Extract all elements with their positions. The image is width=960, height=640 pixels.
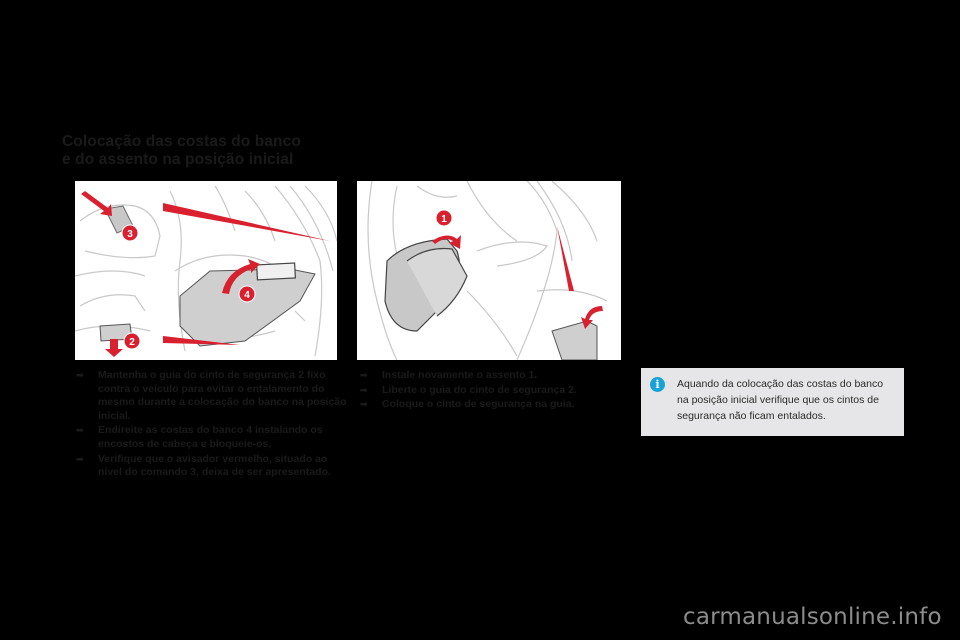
step-item (76, 453, 351, 480)
page-title-line-1: Colocação das costas do banco (62, 133, 301, 150)
callout-2: 2 (129, 337, 135, 348)
step-text: Mantenha o guia do cinto de segurança 2 fixo contra o veículo para evitar o entalamento do mesmo durante a colocação do banco na posição inicial. (98, 369, 347, 422)
seat-back-illustration (75, 181, 337, 360)
arrow-bullet-icon: ➡ (76, 453, 84, 464)
step-item (76, 369, 351, 423)
steps-list-right (360, 369, 625, 413)
arrow-bullet-icon: ➡ (76, 370, 84, 380)
steps-list-left (76, 369, 351, 481)
step-item (76, 424, 351, 451)
step-text: Instale novamente o assento 1. (382, 369, 538, 381)
callout-4: 4 (244, 290, 250, 301)
arrow-bullet-icon: ➡ (76, 425, 84, 436)
info-icon: i (650, 377, 665, 392)
callout-3: 3 (127, 229, 133, 240)
arrow-bullet-icon: ➡ (360, 370, 368, 380)
step-text: Endireite as costas do banco 4 instalando os encostos de cabeça e bloqueie-os, (98, 424, 323, 450)
info-note-box (641, 368, 904, 436)
step-item (360, 398, 625, 412)
step-text: Liberte o guia do cinto de segurança 2. (382, 383, 577, 396)
callout-1: 1 (441, 214, 447, 225)
step-text: Coloque o cinto de segurança na guia. (382, 398, 575, 411)
step-item (360, 369, 625, 383)
step-item (360, 384, 625, 398)
seat-cushion-illustration (357, 181, 621, 360)
step-text: Verifique que o avisador vermelho, situado ao nível do comando 3, deixa de ser apresentado. (98, 452, 331, 479)
page-title-line-2: e do assento na posição inicial (62, 151, 294, 168)
info-note-text: Aquando da colocação das costas do banco na posição inicial verifique que os cintos de segurança não ficam entalados. (677, 378, 884, 422)
arrow-bullet-icon: ➡ (360, 384, 368, 395)
page-title (62, 133, 362, 169)
watermark: carmanualsonline.info (683, 604, 942, 630)
arrow-bullet-icon: ➡ (360, 399, 368, 410)
